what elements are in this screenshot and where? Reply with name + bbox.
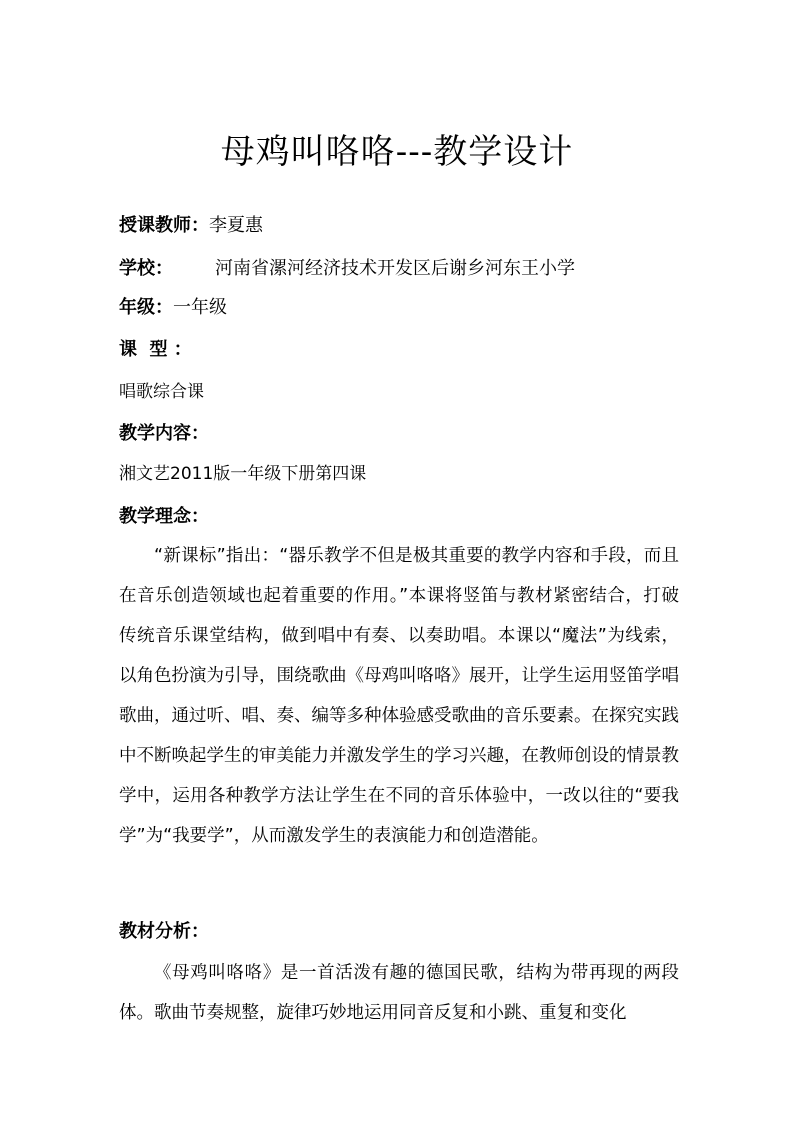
school-line — [119, 256, 575, 282]
analysis-paragraph: 《母鸡叫咯咯》是一首活泼有趣的德国民歌，结构为带再现的两段体。歌曲节奏规整，旋律巧妙地运用同音反复和小跳、重复和变化 — [119, 963, 679, 1023]
teacher-value: 李夏惠 — [209, 215, 263, 236]
school-label: 学校： — [119, 258, 173, 279]
analysis-label: 教材分析： — [119, 921, 209, 942]
school-value: 河南省漯河经济技术开发区后谢乡河东王小学 — [215, 258, 575, 279]
content-value: 湘文艺2011版一年级下册第四课 — [119, 464, 367, 484]
grade-line — [119, 295, 227, 321]
lesson-type-value: 唱歌综合课 — [119, 382, 204, 402]
content-label: 教学内容： — [119, 423, 209, 444]
philosophy-paragraph: “新课标”指出：“器乐教学不但是极其重要的教学内容和手段，而且在音乐创造领域也起着重要的作用。”本课将竖笛与教材紧密结合，打破传统音乐课堂结构，做到唱中有奏、以奏助唱。本课以“魔法”为线索，以角色扮演为引导，围绕歌曲《母鸡叫咯咯》展开，让学生运用竖笛学唱歌曲，通过听、唱、奏、编等多种体验感受歌曲的音乐要素。在探究实践中不断唤起学生的审美能力并激发学生的学习兴趣，在教师创设的情景教学中，运用各种教学方法让学生在不同的音乐体验中，一改以往的“要我学”为“我要学”，从而激发学生的表演能力和创造潜能。 — [119, 546, 679, 846]
teacher-label: 授课教师： — [119, 215, 209, 236]
grade-label: 年级： — [119, 297, 173, 318]
grade-value: 一年级 — [173, 297, 227, 318]
teacher-line — [119, 213, 263, 239]
philosophy-label: 教学理念： — [119, 506, 209, 527]
document-title: 母鸡叫咯咯---教学设计 — [220, 132, 574, 172]
lesson-type-label: 课 型 ： — [119, 339, 192, 360]
